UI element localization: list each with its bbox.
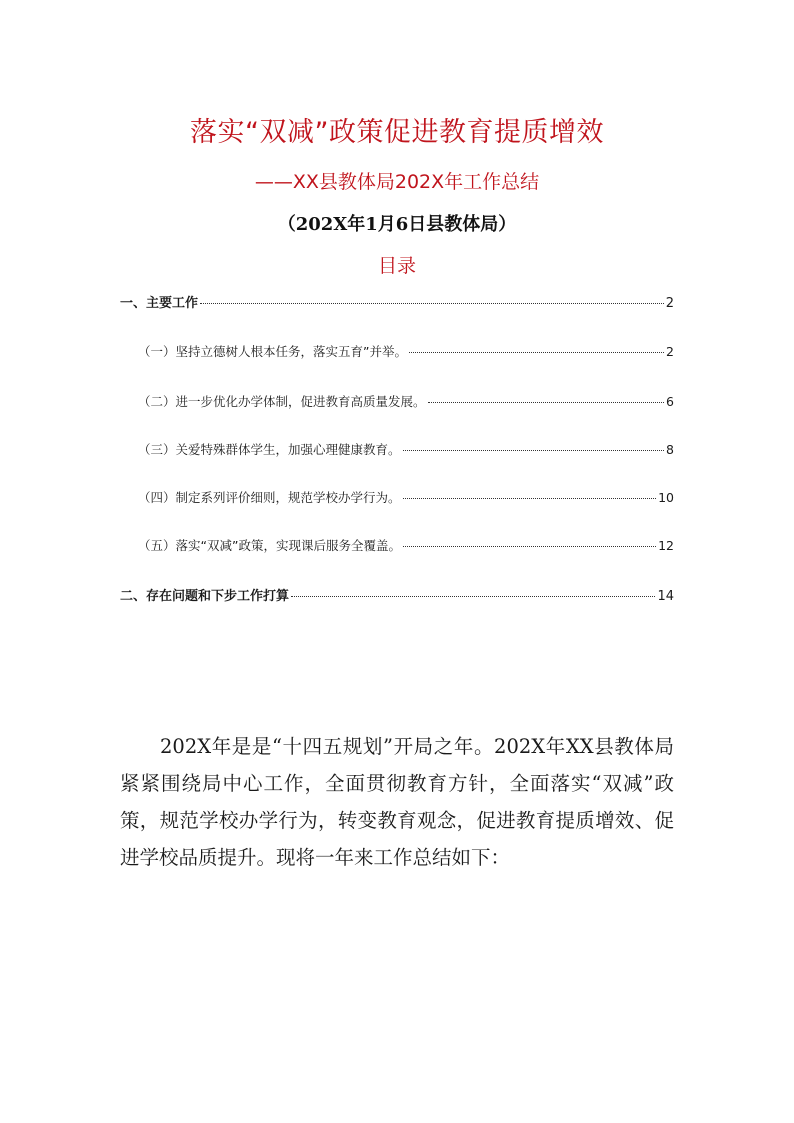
intro-paragraph: 202X年是是“十四五规划”开局之年。202X年XX县教体局紧紧围绕局中心工作，全面贯彻教育方针，全面落实“双减”政策，规范学校办学行为，转变教育观念，促进教育提质增效、促进学校品质提升。现将一年来工作总结如下： — [120, 734, 674, 869]
toc-entry-section-4[interactable] — [138, 488, 674, 506]
toc-leader-dots — [409, 352, 664, 353]
toc-entry-label: （四）制定系列评价细则，规范学校办学行为。 — [138, 490, 401, 505]
toc-leader-dots — [291, 596, 655, 597]
toc-entry-page: 2 — [666, 344, 674, 359]
toc-heading: 目录 — [377, 255, 416, 277]
toc-entry-section-2[interactable] — [138, 392, 674, 410]
toc-entry-label: 二、存在问题和下步工作打算 — [120, 589, 290, 604]
toc-entry-section-1[interactable] — [138, 342, 674, 360]
toc-entry-problems-plans[interactable] — [120, 585, 674, 604]
toc-leader-dots — [403, 546, 656, 547]
toc-entry-page: 14 — [657, 589, 674, 604]
toc-leader-dots — [403, 498, 657, 499]
document-dateline: （202X年1月6日县教体局） — [277, 214, 517, 235]
document-subtitle: ——XX县教体局202X年工作总结 — [254, 171, 540, 193]
toc-leader-dots — [403, 450, 665, 451]
toc-entry-section-3[interactable] — [138, 440, 674, 458]
toc-entry-label: （二）进一步优化办学体制，促进教育高质量发展。 — [138, 394, 426, 409]
document-title: 落实“双减”政策促进教育提质增效 — [190, 117, 604, 148]
toc-leader-dots — [200, 303, 664, 304]
toc-entry-page: 2 — [665, 296, 674, 311]
toc-leader-dots — [428, 402, 665, 403]
toc-entry-page: 6 — [666, 394, 674, 409]
toc-entry-label: 一、主要工作 — [120, 296, 199, 311]
toc-entry-label: （五）落实“双减”政策，实现课后服务全覆盖。 — [138, 538, 401, 553]
toc-entry-page: 10 — [658, 490, 674, 505]
toc-entry-page: 8 — [666, 442, 674, 457]
toc-entry-label: （一）坚持立德树人根本任务，落实五育”并举。 — [138, 344, 407, 359]
toc-entry-page: 12 — [658, 538, 674, 553]
toc-entry-label: （三）关爱特殊群体学生，加强心理健康教育。 — [138, 442, 401, 457]
toc-entry-section-5[interactable] — [138, 536, 674, 554]
toc-entry-main-work[interactable] — [120, 292, 674, 311]
